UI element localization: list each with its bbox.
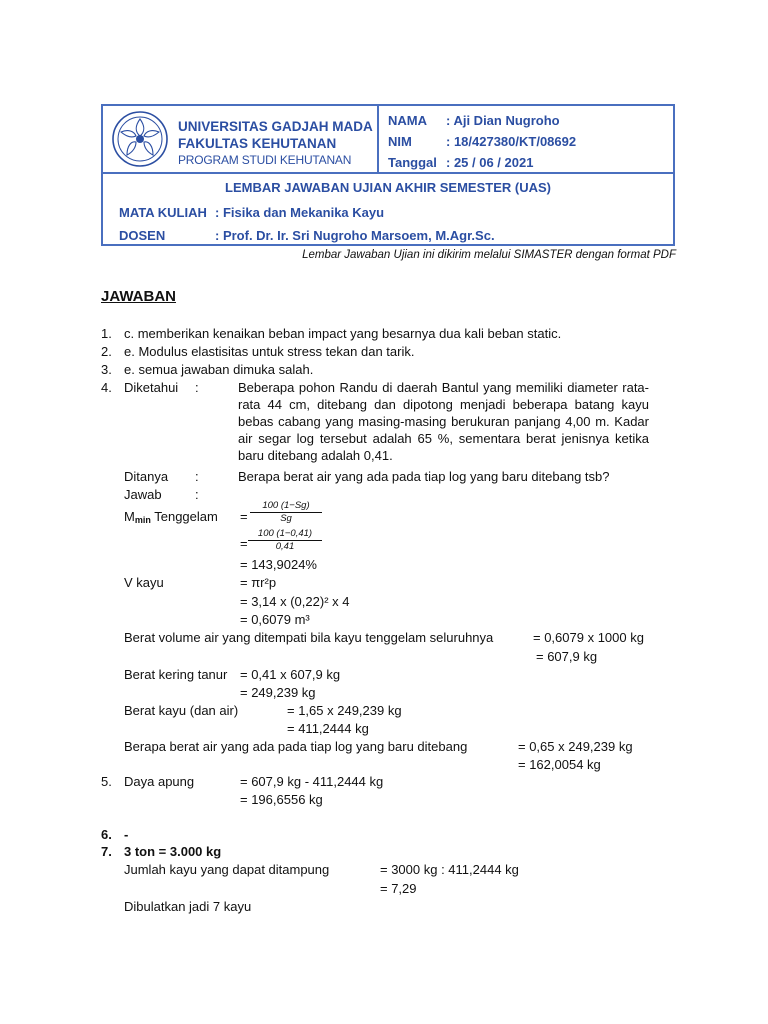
- daya-label: Daya apung: [124, 774, 195, 789]
- diketahui-text: Beberapa pohon Randu di daerah Bantul yang memiliki diameter rata-rata 44 cm, ditebang dan dipotong menjadi beberapa batang kayu bebas cabang yang masing-masing berukuran panjang 4,00 m. Kadar air segar log tersebut adalah 65 %, sementara berat jenisnya ketika baru ditebang adalah 0,41.: [238, 380, 649, 463]
- nim-row: [388, 131, 576, 152]
- bair-label: Berapa berat air yang ada pada tiap log yang baru ditebang: [124, 739, 468, 754]
- mmin-result: = 143,9024%: [240, 557, 317, 572]
- bva-step-1: = 0,6079 x 1000 kg: [533, 630, 644, 645]
- lecturer-label: DOSEN: [119, 228, 166, 243]
- vkayu-step-3: = 0,6079 m³: [240, 612, 310, 627]
- answer-number-2: 2.: [101, 344, 112, 359]
- page-heading: JAWABAN: [101, 288, 177, 305]
- header-top-row: [103, 106, 673, 174]
- answer-6: -: [124, 827, 129, 842]
- fraction-2-denominator: 0,41: [275, 541, 295, 552]
- dibulatkan-text: Dibulatkan jadi 7 kayu: [124, 899, 252, 914]
- answer-number-1: 1.: [101, 326, 112, 341]
- mmin-m: M: [124, 509, 135, 524]
- jumlah-step-2: = 7,29: [380, 881, 417, 896]
- mmin-fraction-2: [248, 528, 322, 553]
- answer-1: c. memberikan kenaikan beban impact yang besarnya dua kali beban static.: [124, 326, 562, 341]
- bk-step-1: = 1,65 x 249,239 kg: [287, 703, 402, 718]
- bkt-step-1: = 0,41 x 607,9 kg: [240, 667, 341, 682]
- answer-number-6: 6.: [101, 827, 112, 842]
- program-name: PROGRAM STUDI KEHUTANAN: [178, 153, 352, 167]
- bair-step-2: = 162,0054 kg: [518, 757, 601, 772]
- bair-step-1: = 0,65 x 249,239 kg: [518, 739, 633, 754]
- mmin-equals-1: =: [240, 509, 248, 524]
- vkayu-step-2: = 3,14 x (0,22)² x 4: [240, 594, 350, 609]
- ditanya-label: Ditanya: [124, 469, 169, 484]
- ditanya-text: Berapa berat air yang ada pada tiap log yang baru ditebang tsb?: [238, 469, 610, 484]
- tanggal-row: [388, 152, 576, 173]
- jawab-colon: :: [195, 487, 199, 502]
- jawab-label: Jawab: [124, 487, 162, 502]
- answer-number-3: 3.: [101, 362, 112, 377]
- diketahui-label: Diketahui: [124, 380, 179, 395]
- mmin-rest: Tenggelam: [150, 509, 218, 524]
- header-box: [101, 104, 675, 246]
- university-name: UNIVERSITAS GADJAH MADA: [178, 119, 373, 134]
- jumlah-step-1: = 3000 kg : 411,2444 kg: [380, 862, 519, 877]
- answer-number-4: 4.: [101, 380, 112, 395]
- nim-value: : 18/427380/KT/08692: [446, 134, 577, 149]
- ditanya-colon: :: [195, 469, 199, 484]
- exam-title: LEMBAR JAWABAN UJIAN AKHIR SEMESTER (UAS): [225, 180, 551, 195]
- bkt-step-2: = 249,239 kg: [240, 685, 316, 700]
- daya-step-2: = 196,6556 kg: [240, 792, 323, 807]
- answer-3: e. semua jawaban dimuka salah.: [124, 362, 314, 377]
- student-identity: [388, 110, 576, 173]
- course-label: MATA KULIAH: [119, 205, 207, 220]
- bva-step-2: = 607,9 kg: [536, 649, 598, 664]
- header-bottom-row: [103, 174, 673, 244]
- ugm-logo-icon: [109, 110, 171, 168]
- mmin-subscript: min: [134, 515, 151, 525]
- answer-number-7: 7.: [101, 844, 112, 859]
- course-row: [119, 205, 384, 220]
- fraction-2-numerator: 100 (1−0,41): [248, 528, 322, 541]
- bk-step-2: = 411,2444 kg: [287, 721, 369, 736]
- mmin-fraction-1: [250, 500, 322, 525]
- nim-label: NIM: [388, 134, 412, 149]
- bva-label: Berat volume air yang ditempati bila kayu tenggelam seluruhnya: [124, 630, 494, 645]
- jumlah-label: Jumlah kayu yang dapat ditampung: [124, 862, 330, 877]
- bk-label: Berat kayu (dan air): [124, 703, 239, 718]
- mmin-equals-2: =: [240, 536, 248, 551]
- fraction-1-denominator: Sg: [280, 513, 292, 524]
- lecturer-value: : Prof. Dr. Ir. Sri Nugroho Marsoem, M.Agr.Sc.: [215, 228, 495, 243]
- tanggal-value: : 25 / 06 / 2021: [446, 155, 534, 170]
- nama-value: : Aji Dian Nugroho: [446, 113, 560, 128]
- nama-row: [388, 110, 576, 131]
- fraction-1-numerator: 100 (1−Sg): [250, 500, 322, 513]
- faculty-name: FAKULTAS KEHUTANAN: [178, 136, 337, 151]
- university-block: [178, 118, 373, 169]
- tanggal-label: Tanggal: [388, 155, 437, 170]
- diketahui-colon: :: [195, 380, 199, 395]
- course-value: : Fisika dan Mekanika Kayu: [215, 205, 385, 220]
- answer-7-line-1: 3 ton = 3.000 kg: [124, 844, 222, 859]
- mmin-label: [124, 509, 218, 528]
- daya-step-1: = 607,9 kg - 411,2444 kg: [240, 774, 384, 789]
- answer-2: e. Modulus elastisitas untuk stress tekan dan tarik.: [124, 344, 415, 359]
- bkt-label: Berat kering tanur: [124, 667, 228, 682]
- submission-note: Lembar Jawaban Ujian ini dikirim melalui SIMASTER dengan format PDF: [302, 249, 676, 261]
- vkayu-label: V kayu: [124, 575, 164, 590]
- answer-number-5: 5.: [101, 774, 112, 789]
- vkayu-step-1: = πr²p: [240, 575, 277, 590]
- lecturer-row: [119, 228, 495, 243]
- nama-label: NAMA: [388, 113, 427, 128]
- header-divider: [377, 106, 379, 174]
